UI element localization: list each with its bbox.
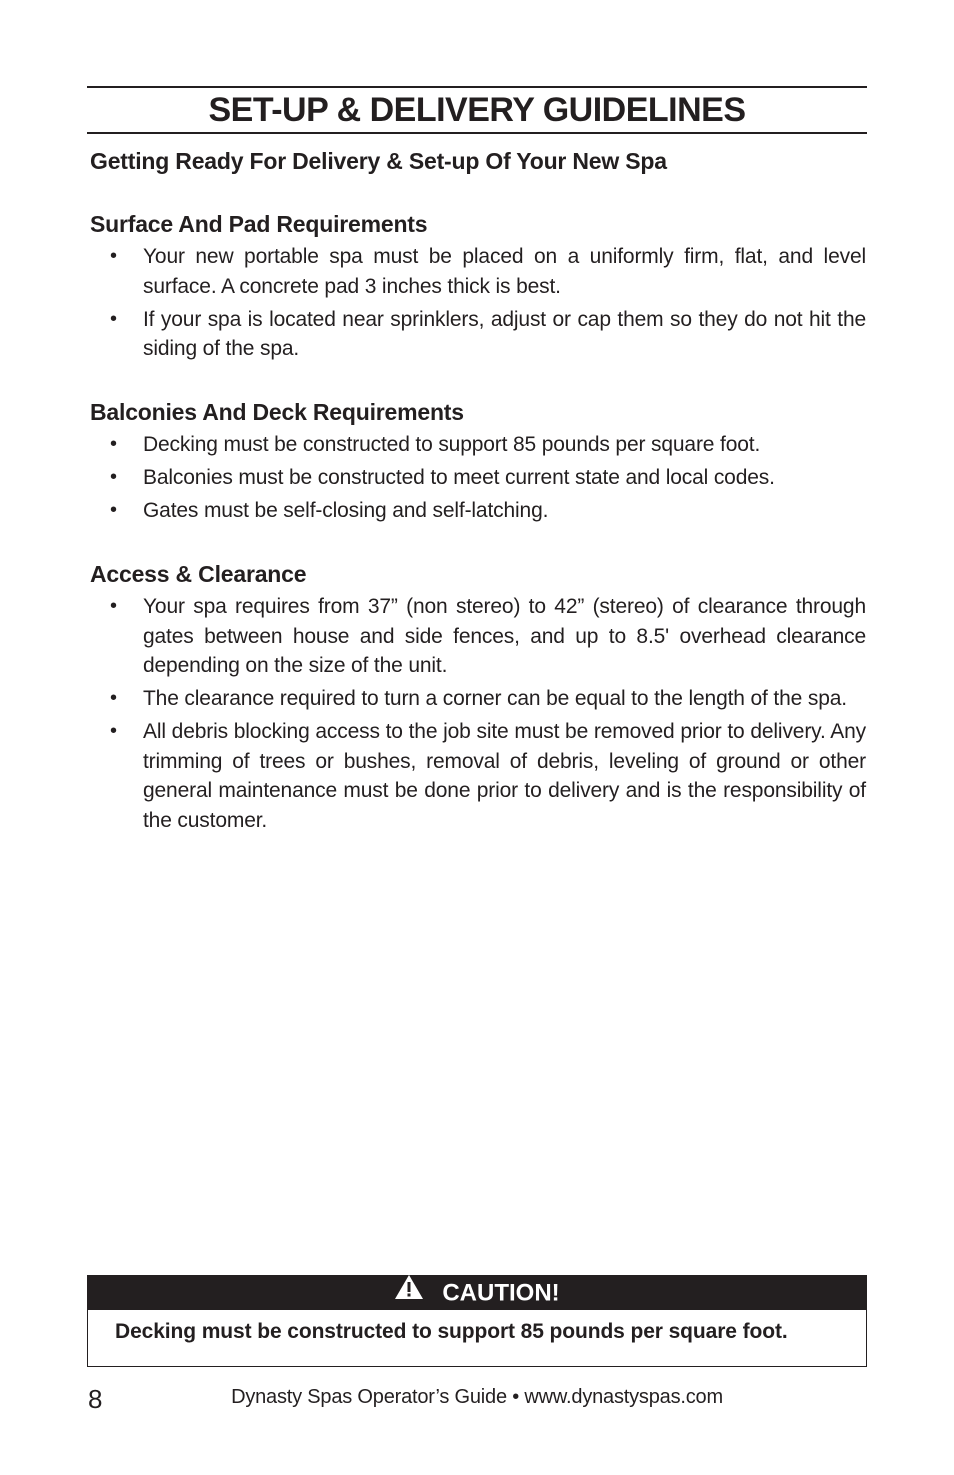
section-access-clearance <box>90 560 866 839</box>
list-item-text: All debris blocking access to the job site must be removed prior to delivery. Any trimming of trees or bushes, removal of debris, leveling of ground or other general maintenance must be done prior to delivery and is the responsibility of the customer. <box>143 720 866 832</box>
caution-header <box>88 1276 866 1310</box>
page-title-block <box>87 86 867 134</box>
bullet-icon: • <box>110 433 117 455</box>
section-heading: Balconies And Deck Requirements <box>90 399 464 425</box>
list-item <box>90 684 866 714</box>
list-item <box>90 717 866 835</box>
list-item <box>90 592 866 681</box>
list-item-text: The clearance required to turn a corner can be equal to the length of the spa. <box>143 687 847 710</box>
list-item-text: Decking must be constructed to support 85 pounds per square foot. <box>143 433 761 456</box>
list-item <box>90 305 866 364</box>
bullet-list <box>90 592 866 835</box>
bullet-list <box>90 430 866 526</box>
list-item <box>90 496 866 526</box>
list-item-text: Balconies must be constructed to meet current state and local codes. <box>143 466 775 489</box>
section-heading: Access & Clearance <box>90 561 307 587</box>
page-subtitle: Getting Ready For Delivery & Set-up Of Your New Spa <box>90 148 667 174</box>
caution-box <box>87 1275 867 1367</box>
list-item-text: Your spa requires from 37” (non stereo) to 42” (stereo) of clearance through gates between house and side fences, and up to 8.5' overhead clearance depending on the size of the unit. <box>143 595 866 677</box>
section-balconies-deck <box>90 398 866 529</box>
list-item-text: Gates must be self-closing and self-latching. <box>143 499 549 522</box>
bullet-icon: • <box>110 499 117 521</box>
list-item <box>90 463 866 493</box>
page-number: 8 <box>88 1384 103 1414</box>
bullet-icon: • <box>110 687 117 709</box>
list-item <box>90 242 866 301</box>
bullet-list <box>90 242 866 364</box>
list-item-text: If your spa is located near sprinklers, adjust or cap them so they do not hit the siding of the spa. <box>143 307 866 360</box>
bullet-icon: • <box>110 720 117 742</box>
section-surface-pad <box>90 210 866 367</box>
list-item <box>90 430 866 460</box>
warning-triangle-icon <box>394 1274 424 1310</box>
bullet-icon: • <box>110 466 117 488</box>
footer-text: Dynasty Spas Operator’s Guide • www.dynastyspas.com <box>231 1386 723 1408</box>
bullet-icon: • <box>110 595 117 617</box>
page-title: SET-UP & DELIVERY GUIDELINES <box>208 91 746 129</box>
list-item-text: Your new portable spa must be placed on a uniformly firm, flat, and level surface. A concrete pad 3 inches thick is best. <box>143 245 866 298</box>
section-heading: Surface And Pad Requirements <box>90 211 428 237</box>
bullet-icon: • <box>110 307 117 330</box>
caution-text: Decking must be constructed to support 85 pounds per square foot. <box>115 1320 788 1343</box>
caution-label: CAUTION! <box>442 1279 560 1307</box>
bullet-icon: • <box>110 245 117 267</box>
